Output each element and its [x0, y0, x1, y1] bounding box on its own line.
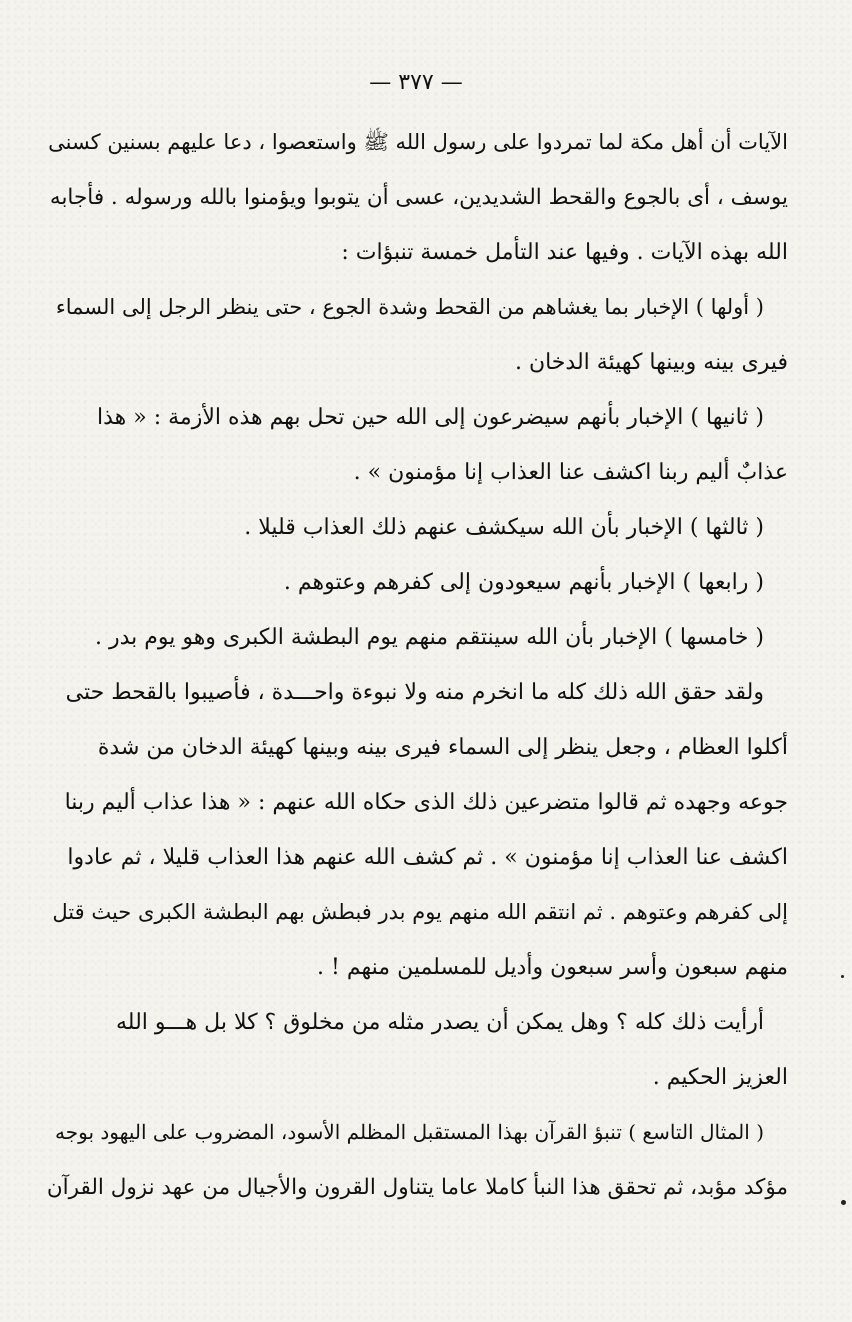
text-body [44, 115, 788, 1215]
text-line: ( المثال التاسع ) تنبؤ القرآن بهذا المستقبل المظلم الأسود، المضروب على اليهود بوجه [55, 1120, 764, 1144]
text-line: منهم سبعون وأسر سبعون وأديل للمسلمين منهم ! . [317, 955, 788, 980]
text-line: ( خامسها ) الإخبار بأن الله سينتقم منهم يوم البطشة الكبرى وهو يوم بدر . [94, 625, 764, 650]
text-line: مؤكد مؤبد، ثم تحقق هذا النبأ كاملا عاما يتناول القرون والأجيال من عهد نزول القرآن [46, 1175, 788, 1200]
text-line: ولقد حقق الله ذلك كله ما انخرم منه ولا نبوءة واحـــدة ، فأصيبوا بالقحط حتى [65, 680, 764, 705]
text-line: العزيز الحكيم . [652, 1065, 788, 1090]
text-line: عذابٌ أليم ربنا اكشف عنا العذاب إنا مؤمنون » . [353, 460, 788, 485]
text-line: ( ثانيها ) الإخبار بأنهم سيضرعون إلى الله حين تحل بهم هذه الأزمة : « هذا [97, 405, 764, 430]
text-line: أكلوا العظام ، وجعل ينظر إلى السماء فيرى بينه وبينها كهيئة الدخان من شدة [97, 735, 788, 760]
text-line: الآيات أن أهل مكة لما تمردوا على رسول الله ﷺ واستعصوا ، دعا عليهم بسنين كسنى [48, 130, 788, 154]
text-line: ( رابعها ) الإخبار بأنهم سيعودون إلى كفرهم وعتوهم . [283, 570, 764, 595]
margin-mark-right-2 [841, 975, 844, 978]
text-line: إلى كفرهم وعتوهم . ثم انتقم الله منهم يوم بدر فبطش بهم البطشة الكبرى حيث قتل [52, 900, 788, 924]
text-line: اكشف عنا العذاب إنا مؤمنون » . ثم كشف الله عنهم هذا العذاب قليلا ، ثم عادوا [67, 845, 788, 870]
text-line: يوسف ، أى بالجوع والقحط الشديدين، عسى أن يتوبوا ويؤمنوا بالله ورسوله . فأجابه [49, 185, 788, 210]
margin-mark-right [841, 1200, 846, 1205]
page-number: — ٣٧٧ — [369, 70, 463, 95]
text-line: فيرى بينه وبينها كهيئة الدخان . [514, 350, 788, 375]
text-line: ( ثالثها ) الإخبار بأن الله سيكشف عنهم ذلك العذاب قليلا . [244, 515, 764, 540]
text-line: أرأيت ذلك كله ؟ وهل يمكن أن يصدر مثله من مخلوق ؟ كلا بل هـــو الله [115, 1010, 764, 1035]
text-line: ( أولها ) الإخبار بما يغشاهم من القحط وشدة الجوع ، حتى ينظر الرجل إلى السماء [55, 295, 764, 319]
text-line: الله بهذه الآيات . وفيها عند التأمل خمسة تنبؤات : [341, 240, 788, 265]
text-line: جوعه وجهده ثم قالوا متضرعين ذلك الذى حكاه الله عنهم : « هذا عذاب أليم ربنا [64, 790, 788, 815]
